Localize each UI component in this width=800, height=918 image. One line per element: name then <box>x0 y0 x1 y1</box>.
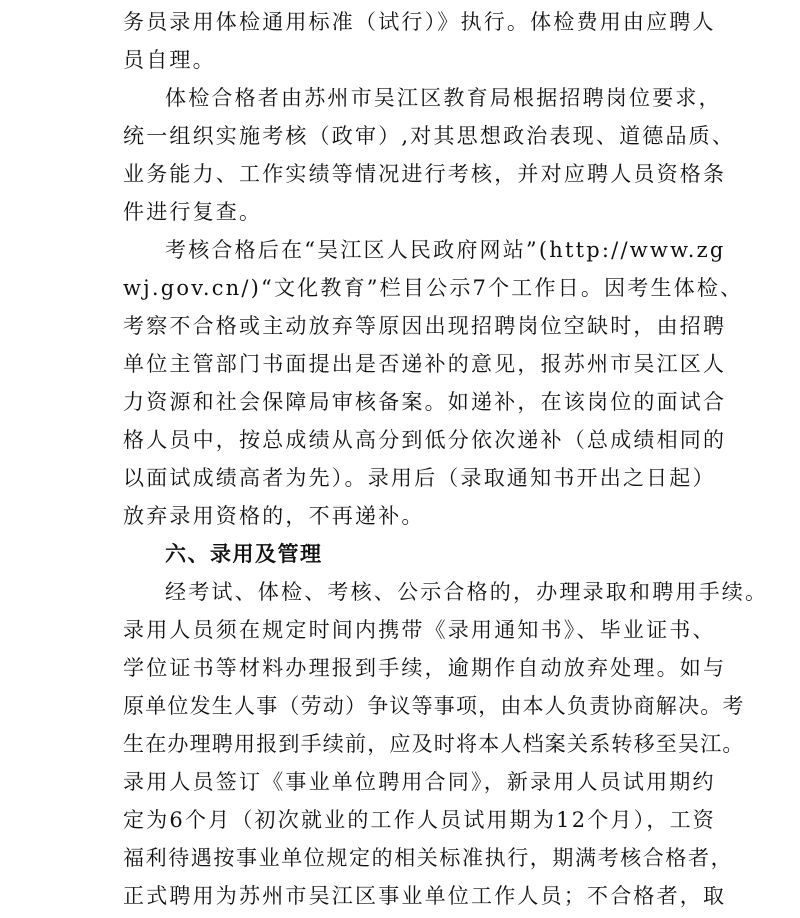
text-line: 正式聘用为苏州市吴江区事业单位工作人员；不合格者，取 <box>123 884 727 908</box>
text-line: 生在办理聘用报到手续前，应及时将本人档案关系转移至吴江。 <box>123 732 745 756</box>
text-line: 务员录用体检通用标准（试行）》执行。体检费用由应聘人 <box>123 10 716 34</box>
text-line: 业务能力、工作实绩等情况进行考核，并对应聘人员资格条 <box>123 162 727 186</box>
text-line: wj.gov.cn/)“文化教育”栏目公示7个工作日。因考生体检、 <box>123 276 744 300</box>
text-line: 学位证书等材料办理报到手续，逾期作自动放弃处理。如与 <box>123 656 727 680</box>
text-line: 考核合格后在“吴江区人民政府网站”(http://www.zg <box>165 238 726 262</box>
text-line: 格人员中，按总成绩从高分到低分依次递补（总成绩相同的 <box>123 428 727 452</box>
text-line: 原单位发生人事（劳动）争议等事项，由本人负责协商解决。考 <box>123 694 745 718</box>
text-line: 福利待遇按事业单位规定的相关标准执行，期满考核合格者， <box>123 846 734 870</box>
text-line: 考察不合格或主动放弃等原因出现招聘岗位空缺时，由招聘 <box>123 314 727 338</box>
text-line: 员自理。 <box>123 48 216 72</box>
text-line: 单位主管部门书面提出是否递补的意见，报苏州市吴江区人 <box>123 352 727 376</box>
text-line: 体检合格者由苏州市吴江区教育局根据招聘岗位要求， <box>165 86 722 110</box>
text-line: 放弃录用资格的，不再递补。 <box>123 504 425 528</box>
text-line: 经考试、体检、考核、公示合格的，办理录取和聘用手续。 <box>165 580 769 604</box>
text-line: 件进行复查。 <box>123 200 263 224</box>
text-line: 录用人员签订《事业单位聘用合同》，新录用人员试用期约 <box>123 770 716 794</box>
section-heading: 六、录用及管理 <box>165 542 323 566</box>
text-line: 力资源和社会保障局审核备案。如递补，在该岗位的面试合 <box>123 390 727 414</box>
text-line: 录用人员须在规定时间内携带《录用通知书》、毕业证书、 <box>123 618 716 642</box>
text-line: 定为6个月（初次就业的工作人员试用期为12个月），工资 <box>123 808 716 832</box>
text-line: 统一组织实施考核（政审）,对其思想政治表现、道德品质、 <box>123 124 736 148</box>
text-line: 以面试成绩高者为先）。录用后（录取通知书开出之日起） <box>123 466 716 490</box>
